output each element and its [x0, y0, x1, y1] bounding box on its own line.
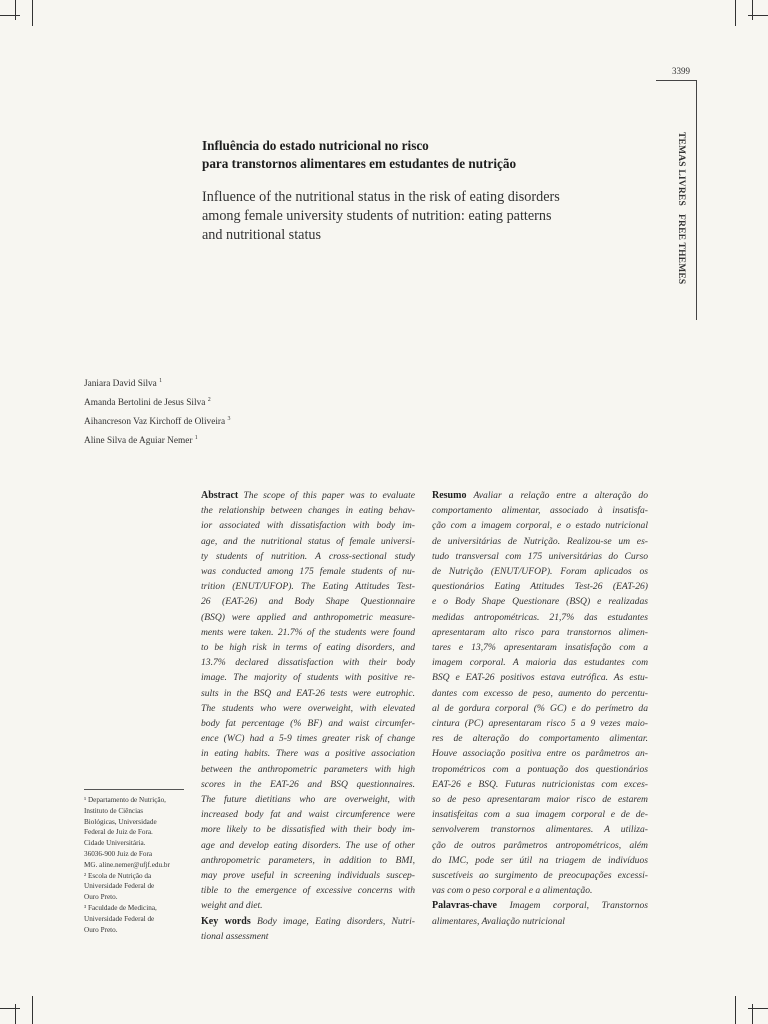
abstract-line: (BSQ) were applied and anthropometric measure-	[201, 611, 415, 623]
crop-mark	[735, 996, 736, 1024]
abstract-line: apresentaram alto risco para transtornos alimen-	[432, 626, 648, 638]
affiliation-line: 36036-900 Juiz de Fora	[84, 849, 153, 858]
title-line: and nutritional status	[202, 227, 322, 243]
section-label	[676, 132, 686, 289]
keywords-line: Key words Body image, Eating disorders, Nutri-	[201, 915, 415, 927]
keywords-heading: Key words	[201, 915, 251, 927]
crop-mark	[748, 15, 768, 16]
abstract-english	[201, 488, 415, 944]
abstract-heading: Abstract	[201, 490, 239, 501]
crop-mark	[15, 0, 16, 20]
author: Janiara David Silva $^1$	[84, 378, 163, 390]
abstract-line: medidas antropométricas. 21,7% das estudantes	[432, 611, 648, 623]
abstract-line: The students who were overweight, with elevated	[201, 702, 415, 714]
abstract-line: was conducted among 175 female students of nu-	[201, 566, 415, 578]
abstract-line: de Nutrição (ENUT/UFOP). Foram aplicados os	[432, 566, 648, 578]
abstract-line: to be high risk in terms of eating disorders, and	[201, 642, 415, 654]
abstract-line: age and develop eating disorders. The use of other	[201, 839, 415, 851]
page-number: 3399	[672, 66, 690, 76]
abstract-line: BSQ e EAT-26 positivos estava eutrófica. As estu-	[432, 672, 648, 684]
affiliation-line: Instituto de Ciências	[84, 806, 144, 815]
abstract-line: tropométricos com a pontuação dos questionários	[432, 763, 648, 775]
abstract-line: Houve associação positiva entre os parâmetros an-	[432, 748, 648, 760]
abstract-line: ence (WC) had a 5-9 times greater risk of change	[201, 733, 415, 745]
abstract-line: so de peso apresentaram maior risco de estarem	[432, 794, 648, 806]
section-label-pt: TEMAS LIVRES	[676, 132, 686, 206]
author-list	[84, 373, 334, 449]
crop-mark	[735, 0, 736, 26]
abstract-line: the relationship between changes in eating behav-	[201, 505, 415, 517]
side-rule	[656, 80, 697, 81]
abstract-line: questionários Eating Attitudes Test-26 (EAT-26)	[432, 581, 648, 593]
abstract-line: image. The majority of students with positive re-	[201, 672, 415, 684]
affiliation-line: ³ Faculdade de Medicina,	[84, 903, 157, 912]
abstract-line: cintura (PC) apresentaram risco 5 a 9 vezes maio-	[432, 718, 648, 730]
keywords-line: alimentares, Avaliação nutricional	[432, 915, 565, 927]
crop-mark	[32, 0, 33, 26]
abstract-line: vas com o peso corporal e a alimentação.	[432, 885, 593, 897]
crop-mark	[748, 1008, 768, 1009]
crop-mark	[752, 0, 753, 20]
crop-mark	[15, 1004, 16, 1024]
title-portuguese	[202, 137, 602, 173]
abstract-line: The future dietitians who are overweight, with	[201, 794, 415, 806]
affiliation-line: ¹ Departamento de Nutrição,	[84, 796, 166, 804]
abstract-line: body fat percentage (% BF) and waist circumfer-	[201, 718, 415, 730]
abstract-line: tares e 13,7% apresentaram insatisfação com a	[432, 642, 648, 654]
affiliation-line: Cidade Universitária.	[84, 839, 146, 848]
footnote-rule	[84, 789, 184, 790]
abstract-line: weight and diet.	[201, 900, 263, 912]
title-line: Influence of the nutritional status in the risk of eating disorders	[202, 189, 560, 205]
abstract-line: tible to the emergence of excessive concerns with	[201, 885, 415, 897]
crop-mark	[32, 996, 33, 1024]
abstract-line: between the anthropometric parameters with high	[201, 763, 415, 775]
abstract-line: suscetíveis ao surgimento de preocupações excessi-	[432, 870, 648, 882]
crop-mark	[752, 1004, 753, 1024]
abstract-line: EAT-26 e BSQ. Futuras nutricionistas com exces-	[432, 778, 648, 790]
affiliation-line: Ouro Preto.	[84, 925, 118, 934]
title-line: Influência do estado nutricional no risco	[202, 138, 429, 153]
abstract-line: do IMC, pode ser útil na triagem de indivíduos	[432, 854, 648, 866]
abstract-line: ção com a imagem corporal, e o estado nutricional	[432, 520, 648, 532]
abstract-line: 26 (EAT-26) and Body Shape Questionnaire	[201, 596, 415, 608]
abstract-line: dantes com excesso de peso, aumento do percentu-	[432, 687, 648, 699]
abstract-line: tudo transversal com 175 universitárias do Curso	[432, 550, 648, 562]
abstract-line: res de alteração do comportamento alimentar.	[432, 733, 648, 745]
abstract-line: ty students of nutrition. A cross-sectional study	[201, 550, 415, 562]
author: Amanda Bertolini de Jesus Silva $^2$	[84, 397, 211, 409]
keywords-line: tional assessment	[201, 930, 269, 942]
abstract-line: sults in the BSQ and EAT-26 tests were eutrophic.	[201, 687, 415, 699]
abstract-line: Abstract The scope of this paper was to evaluate	[201, 490, 415, 501]
affiliation-line: Federal de Juiz de Fora.	[84, 828, 153, 837]
abstract-line: e o Body Shape Questionare (BSQ) e realizadas	[432, 596, 648, 608]
author-affiliations	[84, 795, 194, 935]
abstract-line: scores in the EAT-26 and BSQ questionnaires.	[201, 778, 415, 790]
abstract-heading: Resumo	[432, 490, 467, 501]
abstract-line: ments were taken. 21.7% of the students were found	[201, 626, 415, 638]
title-english	[202, 188, 622, 245]
affiliation-line: Ouro Preto.	[84, 893, 118, 902]
abstract-line: may prove useful in screening individuals suscep-	[201, 870, 415, 882]
abstract-line: age, and the nutritional status of female universi-	[201, 535, 415, 547]
abstract-line: insatisfeitas com a sua imagem corporal e de de-	[432, 809, 648, 821]
abstract-line: increased body fat and waist circumference were	[201, 809, 415, 821]
abstract-line: al de gordura corporal (% GC) e do perímetro da	[432, 702, 648, 714]
affiliation-line: ² Escola de Nutrição da	[84, 871, 152, 880]
crop-mark	[0, 1008, 20, 1009]
abstract-line: in eating habits. There was a positive association	[201, 748, 415, 760]
abstract-line: anthropometric parameters, in addition to BMI,	[201, 854, 415, 866]
affiliation-line: Biológicas, Universidade	[84, 817, 157, 826]
keywords-line: Palavras-chave Imagem corporal, Transtornos	[432, 900, 648, 912]
abstract-line: comportamento alimentar, associado à insatisfa-	[432, 505, 648, 517]
author: Aline Silva de Aguiar Nemer $^1$	[84, 435, 198, 447]
side-rule	[696, 80, 697, 320]
affiliation-line: Universidade Federal de	[84, 882, 155, 891]
abstract-line: de universitárias de Nutrição. Realizou-se um es-	[432, 535, 648, 547]
abstract-line: Resumo Avaliar a relação entre a alteração do	[432, 490, 648, 501]
abstract-line: 13.7% declared dissatisfaction with their body	[201, 657, 415, 669]
abstract-line: more likely to be dissatisfied with their body im-	[201, 824, 415, 836]
affiliation-line: MG. aline.nemer@ufjf.edu.br	[84, 860, 170, 869]
abstract-line: ior associated with dissatisfaction with body im-	[201, 520, 415, 532]
abstract-line: ção de outros parâmetros antropométricos, além	[432, 839, 648, 851]
crop-mark	[0, 15, 20, 16]
title-line: among female university students of nutrition: eating patterns	[202, 208, 552, 224]
keywords-heading: Palavras-chave	[432, 900, 497, 912]
title-line: para transtornos alimentares em estudantes de nutrição	[202, 156, 517, 171]
abstract-line: trition (ENUT/UFOP). The Eating Attitudes Test-	[201, 581, 415, 593]
affiliation-line: Universidade Federal de	[84, 914, 155, 923]
abstract-line: senvolverem transtornos alimentares. A utiliza-	[432, 824, 648, 836]
abstract-portuguese	[432, 488, 648, 929]
author: Aihancreson Vaz Kirchoff de Oliveira $^3$	[84, 416, 231, 428]
abstract-line: imagem corporal. A maioria das estudantes com	[432, 657, 648, 669]
section-label-en: FREE THEMES	[676, 213, 686, 284]
